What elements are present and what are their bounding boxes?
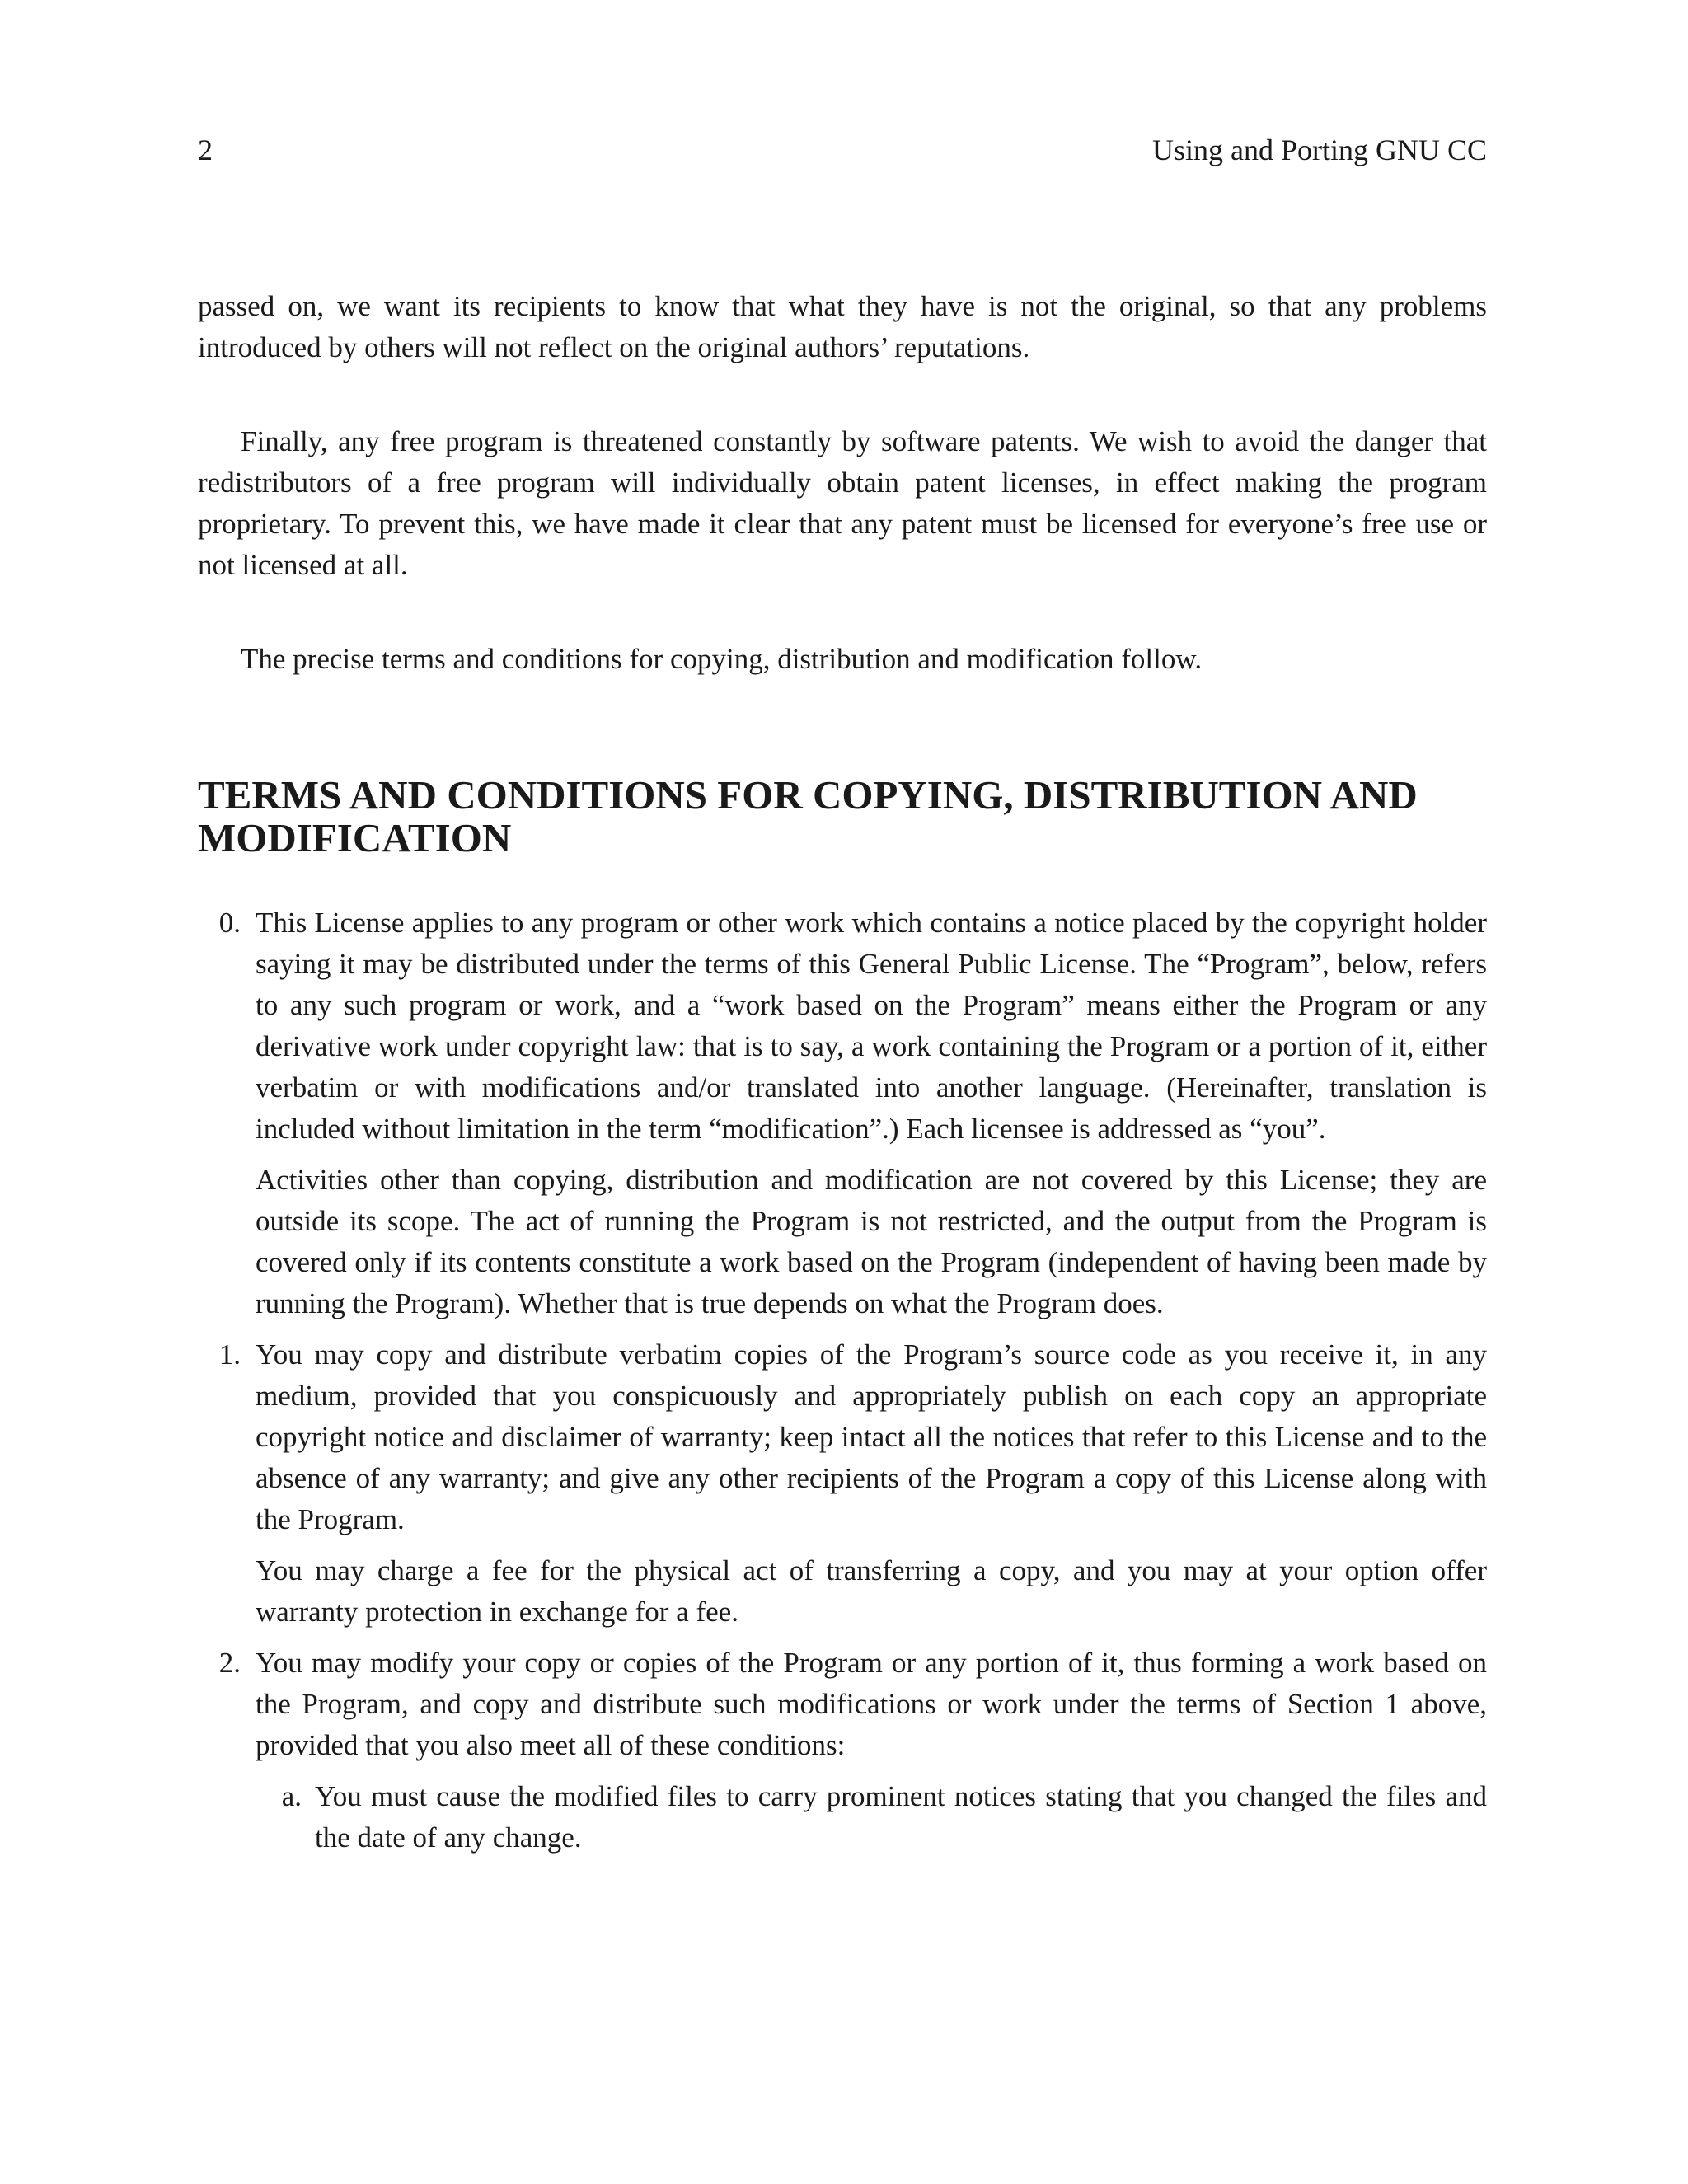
term-number: 2. [218,1647,241,1679]
terms-list [198,902,1487,1858]
term-number: 1. [218,1338,241,1371]
term-paragraph: You may modify your copy or copies of the Program or any portion of it, thus forming a work based on the Program, and copy and distribute such modifications or work under the terms of Section 1 above, provided that you also meet all of these conditions: [256,1647,1487,1761]
term-paragraph: This License applies to any program or other work which contains a notice placed by the copyright holder saying it may be distributed under the terms of this General Public License. The “Program”, below, refers to any such program or work, and a “work based on the Program” means either the Program or any derivative work under copyright law: that is to say, a work containing the Program or a portion of it, either verbatim or with modifications and/or translated into another language. (Hereinafter, translation is included without limitation in the term “modification”.) Each licensee is addressed as “you”. [256,907,1487,1145]
term-item [198,1643,1487,1858]
section-heading: TERMS AND CONDITIONS FOR COPYING, DISTRIBUTION AND MODIFICATION [198,772,1418,860]
running-header [198,130,1487,170]
condition-list [256,1776,1487,1858]
condition-item [256,1776,1487,1858]
intro-paragraph: Finally, any free program is threatened constantly by software patents. We wish to avoid the danger that redistributors of a free program will individually obtain patent licenses, in effect making the program proprietary. To prevent this, we have made it clear that any patent must be licensed for everyone’s free use or not licensed at all. [198,425,1487,581]
intro-paragraph: passed on, we want its recipients to know that what they have is not the original, so that any problems introduced by others will not reflect on the original authors’ reputations. [198,290,1487,363]
term-paragraph: Activities other than copying, distribution and modification are not covered by this License; they are outside its scope. The act of running the Program is not restricted, and the output from the Program is covered only if its contents constitute a work based on the Program (independent of having been made by running the Program). Whether that is true depends on what the Program does. [256,1164,1487,1319]
intro-paragraph: The precise terms and conditions for copying, distribution and modification follow. [241,643,1203,675]
page-number: 2 [198,134,213,166]
condition-text: You must cause the modified files to carry prominent notices stating that you changed the files and the date of any change. [315,1780,1487,1854]
condition-letter: a. [281,1780,302,1812]
term-paragraph: You may copy and distribute verbatim copies of the Program’s source code as you receive it, in any medium, provided that you conspicuously and appropriately publish on each copy an appropriate copyright notice and disclaimer of warranty; keep intact all the notices that refer to this License and to the absence of any warranty; and give any other recipients of the Program a copy of this License along with the Program. [256,1338,1487,1535]
term-number: 0. [218,907,241,939]
document-body [198,286,1487,1867]
term-item [198,1334,1487,1633]
term-item [198,902,1487,1324]
term-paragraph: You may charge a fee for the physical act of transferring a copy, and you may at your option offer warranty protection in exchange for a fee. [256,1554,1487,1628]
running-title: Using and Porting GNU CC [1151,134,1487,166]
